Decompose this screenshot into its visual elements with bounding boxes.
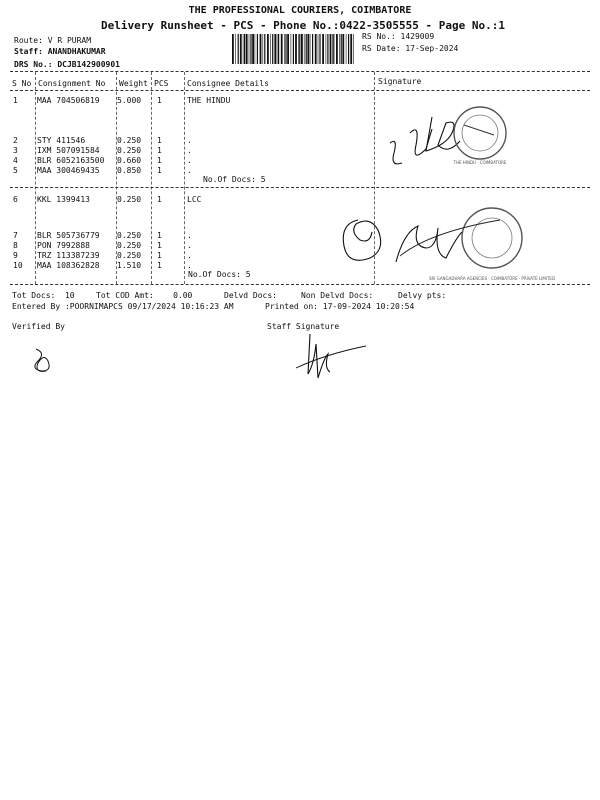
barcode-image xyxy=(232,34,355,64)
barcode-bar xyxy=(353,34,354,64)
barcode-bar xyxy=(243,34,244,64)
sno: 7 xyxy=(13,231,18,240)
non-delivered-docs: Non Delvd Docs: xyxy=(301,291,374,300)
pcs: 1 xyxy=(157,156,162,165)
table-header-rule xyxy=(10,90,590,91)
barcode-bar xyxy=(301,34,303,64)
barcode-bar xyxy=(330,34,332,64)
col-header-weight: Weight xyxy=(119,79,148,88)
barcode-bar xyxy=(252,34,254,64)
delivery-points: Delvy pts: xyxy=(398,291,447,300)
barcode-bar xyxy=(293,34,294,64)
barcode-bar xyxy=(319,34,320,64)
barcode-bar xyxy=(341,34,342,64)
barcode-bar xyxy=(295,34,297,64)
col-header-consignment: Consignment No xyxy=(38,79,106,88)
barcode-bar xyxy=(287,34,289,64)
printed-on: Printed on: 17-09-2024 10:20:54 xyxy=(265,302,415,311)
docs-count: No.Of Docs: 5 xyxy=(203,175,266,184)
consignment-no: KKL 1399413 xyxy=(37,195,90,204)
pcs: 1 xyxy=(157,96,162,105)
sno: 1 xyxy=(13,96,18,105)
consignee-detail: . xyxy=(187,261,192,270)
barcode-bar xyxy=(304,34,305,64)
weight: 0.250 xyxy=(117,146,142,155)
col-header-consignee: Consignee Details xyxy=(187,79,269,88)
barcode-bar xyxy=(249,34,250,64)
barcode-bar xyxy=(298,34,299,64)
weight: 0.250 xyxy=(117,231,142,240)
weight: 5.000 xyxy=(117,96,142,105)
barcode-bar xyxy=(272,34,273,64)
pcs: 1 xyxy=(157,166,162,175)
consignee-detail: . xyxy=(187,251,192,260)
rs-number: RS No.: 1429009 xyxy=(362,32,435,41)
col-header-sno: S No xyxy=(12,79,32,88)
consignment-no: MAA 300469435 xyxy=(37,166,100,175)
barcode-bar xyxy=(326,34,327,64)
consignee-detail: . xyxy=(187,146,192,155)
consignee-name: THE HINDU xyxy=(187,96,231,105)
barcode-bar xyxy=(310,34,311,64)
pcs: 1 xyxy=(157,241,162,250)
pcs: 1 xyxy=(157,146,162,155)
col-header-pcs: PCS xyxy=(154,79,169,88)
sno: 9 xyxy=(13,251,18,260)
sno: 5 xyxy=(13,166,18,175)
barcode-bar xyxy=(346,34,347,64)
staff-signature xyxy=(290,330,370,380)
barcode-bar xyxy=(306,34,307,64)
barcode-bar xyxy=(264,34,265,64)
pcs: 1 xyxy=(157,136,162,145)
col-divider xyxy=(151,72,152,284)
barcode-bar xyxy=(244,34,245,64)
barcode-bar xyxy=(333,34,334,64)
barcode-bar xyxy=(260,34,262,64)
barcode-bar xyxy=(312,34,313,64)
barcode-bar xyxy=(250,34,251,64)
weight: 1.510 xyxy=(117,261,142,270)
sno: 3 xyxy=(13,146,18,155)
barcode-bar xyxy=(342,34,344,64)
barcode-bar xyxy=(257,34,258,64)
barcode-bar xyxy=(232,34,234,64)
barcode-bar xyxy=(336,34,338,64)
barcode-bar xyxy=(278,34,279,64)
signature-group-2 xyxy=(330,200,590,284)
barcode-bar xyxy=(235,34,236,64)
barcode-bar xyxy=(348,34,349,64)
barcode-bar xyxy=(246,34,248,64)
weight: 0.250 xyxy=(117,251,142,260)
verified-by-label: Verified By xyxy=(12,322,65,331)
barcode-bar xyxy=(307,34,309,64)
barcode-bar xyxy=(332,34,333,64)
delivered-docs: Delvd Docs: xyxy=(224,291,277,300)
runsheet-subtitle: Delivery Runsheet - PCS - Phone No.:0422-3505555 - Page No.:1 xyxy=(101,19,505,32)
barcode-bar xyxy=(238,34,239,64)
stamp1-text: THE HINDU · COIMBATORE xyxy=(453,160,507,165)
total-docs: Tot Docs: 10 xyxy=(12,291,75,300)
barcode-bar xyxy=(267,34,269,64)
weight: 0.660 xyxy=(117,156,142,165)
staff-label: Staff: ANANDHAKUMAR xyxy=(14,47,106,56)
weight: 0.250 xyxy=(117,136,142,145)
consignee-name: LCC xyxy=(187,195,202,204)
consignment-no: BLR 6052163500 xyxy=(37,156,105,165)
consignment-no: MAA 704506819 xyxy=(37,96,100,105)
consignee-detail: . xyxy=(187,241,192,250)
sno: 10 xyxy=(13,261,23,270)
sno: 6 xyxy=(13,195,18,204)
barcode-bar xyxy=(291,34,292,64)
pcs: 1 xyxy=(157,195,162,204)
barcode-bar xyxy=(339,34,340,64)
barcode-bar xyxy=(255,34,256,64)
consignee-detail: . xyxy=(187,231,192,240)
verifier-signature xyxy=(28,345,58,375)
barcode-bar xyxy=(285,34,286,64)
consignee-detail: . xyxy=(187,166,192,175)
company-title: THE PROFESSIONAL COURIERS, COIMBATORE xyxy=(188,5,412,16)
weight: 0.250 xyxy=(117,195,142,204)
barcode-bar xyxy=(299,34,300,64)
sno: 4 xyxy=(13,156,18,165)
barcode-bar xyxy=(284,34,285,64)
consignee-detail: . xyxy=(187,136,192,145)
barcode-bar xyxy=(270,34,271,64)
col-divider xyxy=(184,72,185,284)
pcs: 1 xyxy=(157,261,162,270)
drs-number: DRS No.: DCJB142900901 xyxy=(14,60,120,69)
consignment-no: BLR 505736779 xyxy=(37,231,100,240)
docs-count: No.Of Docs: 5 xyxy=(188,270,251,279)
consignment-no: TRZ 113387239 xyxy=(37,251,100,260)
pcs: 1 xyxy=(157,231,162,240)
barcode-bar xyxy=(350,34,352,64)
pcs: 1 xyxy=(157,251,162,260)
staff-signature-label: Staff Signature xyxy=(267,322,340,331)
barcode-bar xyxy=(318,34,319,64)
barcode-bar xyxy=(322,34,324,64)
consignment-no: IXM 507091584 xyxy=(37,146,100,155)
consignee-detail: . xyxy=(187,156,192,165)
consignment-no: STY 411546 xyxy=(37,136,86,145)
col-header-signature: Signature xyxy=(378,77,422,86)
entered-by: Entered By :POORNIMAPCS 09/17/2024 10:16:23 AM xyxy=(12,302,234,311)
sno: 8 xyxy=(13,241,18,250)
consignment-no: PON 7992888 xyxy=(37,241,90,250)
barcode-bar xyxy=(240,34,242,64)
barcode-bar xyxy=(274,34,276,64)
weight: 0.850 xyxy=(117,166,142,175)
table-bottom-rule xyxy=(10,284,590,285)
weight: 0.250 xyxy=(117,241,142,250)
table-top-rule xyxy=(10,71,590,72)
consignment-no: MAA 108362828 xyxy=(37,261,100,270)
barcode-bar xyxy=(281,34,283,64)
sno: 2 xyxy=(13,136,18,145)
barcode-bar xyxy=(263,34,264,64)
rs-date: RS Date: 17-Sep-2024 xyxy=(362,44,459,53)
col-divider xyxy=(35,72,36,284)
barcode-bar xyxy=(327,34,328,64)
route-label: Route: V R PURAM xyxy=(14,36,92,45)
signature-group-1 xyxy=(376,95,590,185)
group-rule xyxy=(10,187,590,188)
total-cod-amount: Tot COD Amt: 0.00 xyxy=(96,291,193,300)
barcode-bar xyxy=(315,34,317,64)
barcode-bar xyxy=(277,34,278,64)
stamp2-text: SRI GANGADHARA AGENCIES · COIMBATORE · PRIVATE LIMITED xyxy=(428,276,556,281)
